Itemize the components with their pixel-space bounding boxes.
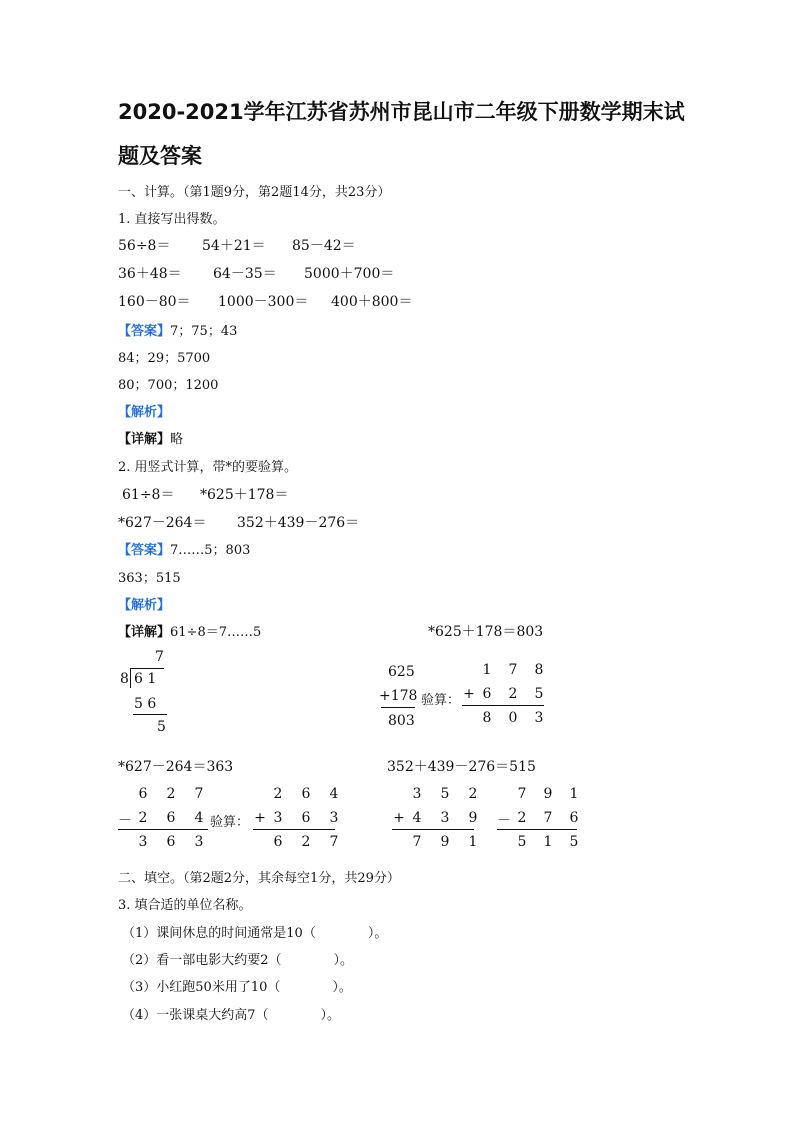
q1-expr: 5000＋700＝ xyxy=(304,266,395,282)
digit: 1 xyxy=(468,834,478,850)
digit: 2 xyxy=(273,786,283,802)
digit: 2 xyxy=(301,834,311,850)
q3-item: （4）一张课桌大约高7（ ）。 xyxy=(122,1008,341,1023)
calc-line xyxy=(462,705,544,706)
equation-803: *625＋178＝803 xyxy=(428,624,544,640)
calc-line xyxy=(253,829,335,830)
calc-line xyxy=(392,829,474,830)
digit: 9 xyxy=(440,834,450,850)
q1-expr: 400＋800＝ xyxy=(331,294,413,310)
digit: 3 xyxy=(194,834,204,850)
q2-analysis-tag: 【解析】 xyxy=(118,598,171,613)
num-b: +178 xyxy=(379,688,418,704)
digit: 2 xyxy=(517,810,527,826)
q1-expr: 56÷8＝ xyxy=(118,238,171,254)
digit: 6 xyxy=(138,786,148,802)
page-title-line-2: 题及答案 xyxy=(118,144,202,168)
q3-item: （1）课间休息的时间通常是10（ ）。 xyxy=(122,926,388,941)
q1-answer-line: 80；700；1200 xyxy=(118,378,219,393)
q1-expr: 85－42＝ xyxy=(292,238,356,254)
q1-expr: 64－35＝ xyxy=(213,266,277,282)
q3-prompt: 3. 填合适的单位名称。 xyxy=(118,898,252,913)
digit: 7 xyxy=(517,786,527,802)
digit: 7 xyxy=(543,810,553,826)
detail-tag: 【详解】 xyxy=(118,625,171,640)
div-line xyxy=(133,714,167,715)
answer-tag: 【答案】 xyxy=(118,324,171,339)
answer-text: 7；75；43 xyxy=(170,324,238,339)
digit: 5 xyxy=(534,686,544,702)
calc-line xyxy=(497,829,577,830)
digit: 7 xyxy=(194,786,204,802)
section-2-heading: 二、填空。（第2题2分，其余每空1分，共29分） xyxy=(118,871,400,886)
digit: 4 xyxy=(329,786,339,802)
digit: 8 xyxy=(482,710,492,726)
operator: + xyxy=(463,686,475,702)
div-product: 5 6 xyxy=(134,696,157,712)
q1-analysis-tag: 【解析】 xyxy=(118,405,171,420)
q1-detail xyxy=(118,428,183,447)
div-bracket xyxy=(130,668,131,688)
digit: 1 xyxy=(569,786,579,802)
digit: 4 xyxy=(412,810,422,826)
digit: 7 xyxy=(508,662,518,678)
digit: 1 xyxy=(543,834,553,850)
q1-expr: 1000－300＝ xyxy=(218,294,309,310)
digit: 7 xyxy=(329,834,339,850)
q3-item: （2）看一部电影大约要2（ ）。 xyxy=(122,953,354,968)
digit: 3 xyxy=(440,810,450,826)
digit: 3 xyxy=(534,710,544,726)
section-1-heading: 一、计算。（第1题9分，第2题14分，共23分） xyxy=(118,185,391,200)
digit: 2 xyxy=(166,786,176,802)
num-result: 803 xyxy=(388,713,415,729)
digit: 2 xyxy=(468,786,478,802)
num-a: 625 xyxy=(388,664,415,680)
digit: 4 xyxy=(194,810,204,826)
operator: － xyxy=(497,813,511,829)
q2-answer-line: 363；515 xyxy=(118,571,181,586)
detail-text: 61÷8＝7……5 xyxy=(170,625,262,640)
digit: 2 xyxy=(138,810,148,826)
digit: 3 xyxy=(273,810,283,826)
q1-answer-line: 84；29；5700 xyxy=(118,351,211,366)
digit: 6 xyxy=(166,810,176,826)
q1-answer xyxy=(118,320,237,339)
q1-expr: 36＋48＝ xyxy=(118,266,182,282)
detail-text: 略 xyxy=(170,432,184,447)
q1-expr: 54＋21＝ xyxy=(202,238,266,254)
q2-detail xyxy=(118,621,261,640)
page-title-line-1: 2020-2021学年江苏省苏州市昆山市二年级下册数学期末试 xyxy=(118,100,685,124)
answer-text: 7……5；803 xyxy=(170,543,251,558)
sum-line xyxy=(381,707,415,708)
answer-tag: 【答案】 xyxy=(118,543,171,558)
detail-tag: 【详解】 xyxy=(118,432,171,447)
digit: 6 xyxy=(569,810,579,826)
q2-expr: *625＋178＝ xyxy=(200,487,289,503)
q2-expr: 61÷8＝ xyxy=(122,487,175,503)
q2-expr: 352＋439－276＝ xyxy=(237,515,360,531)
digit: 5 xyxy=(517,834,527,850)
digit: 7 xyxy=(412,834,422,850)
q1-expr: 160－80＝ xyxy=(118,294,191,310)
digit: 6 xyxy=(482,686,492,702)
q2-prompt: 2. 用竖式计算，带*的要验算。 xyxy=(118,460,298,475)
operator: － xyxy=(118,813,132,829)
equation-363: *627－264＝363 xyxy=(118,759,234,775)
digit: 8 xyxy=(534,662,544,678)
div-dividend: 6 1 xyxy=(134,671,157,687)
digit: 1 xyxy=(482,662,492,678)
calc-line xyxy=(118,829,208,830)
digit: 3 xyxy=(138,834,148,850)
q2-expr: *627－264＝ xyxy=(118,515,207,531)
digit: 6 xyxy=(301,786,311,802)
digit: 5 xyxy=(440,786,450,802)
operator: + xyxy=(393,810,405,826)
check-label: 验算： xyxy=(210,815,250,830)
digit: 0 xyxy=(508,710,518,726)
digit: 9 xyxy=(543,786,553,802)
check-label: 验算： xyxy=(421,693,461,708)
digit: 3 xyxy=(329,810,339,826)
equation-515: 352＋439－276＝515 xyxy=(387,759,536,775)
div-quotient: 7 xyxy=(155,649,164,665)
digit: 9 xyxy=(468,810,478,826)
digit: 2 xyxy=(508,686,518,702)
operator: + xyxy=(254,810,266,826)
digit: 6 xyxy=(166,834,176,850)
digit: 6 xyxy=(273,834,283,850)
q3-item: （3）小红跑50米用了10（ ）。 xyxy=(122,980,352,995)
q2-answer xyxy=(118,539,250,558)
div-remainder: 5 xyxy=(157,719,166,735)
div-divisor: 8 xyxy=(120,671,129,687)
digit: 5 xyxy=(569,834,579,850)
digit: 3 xyxy=(412,786,422,802)
q1-prompt: 1. 直接写出得数。 xyxy=(118,212,226,227)
div-bar xyxy=(130,668,164,669)
digit: 6 xyxy=(301,810,311,826)
